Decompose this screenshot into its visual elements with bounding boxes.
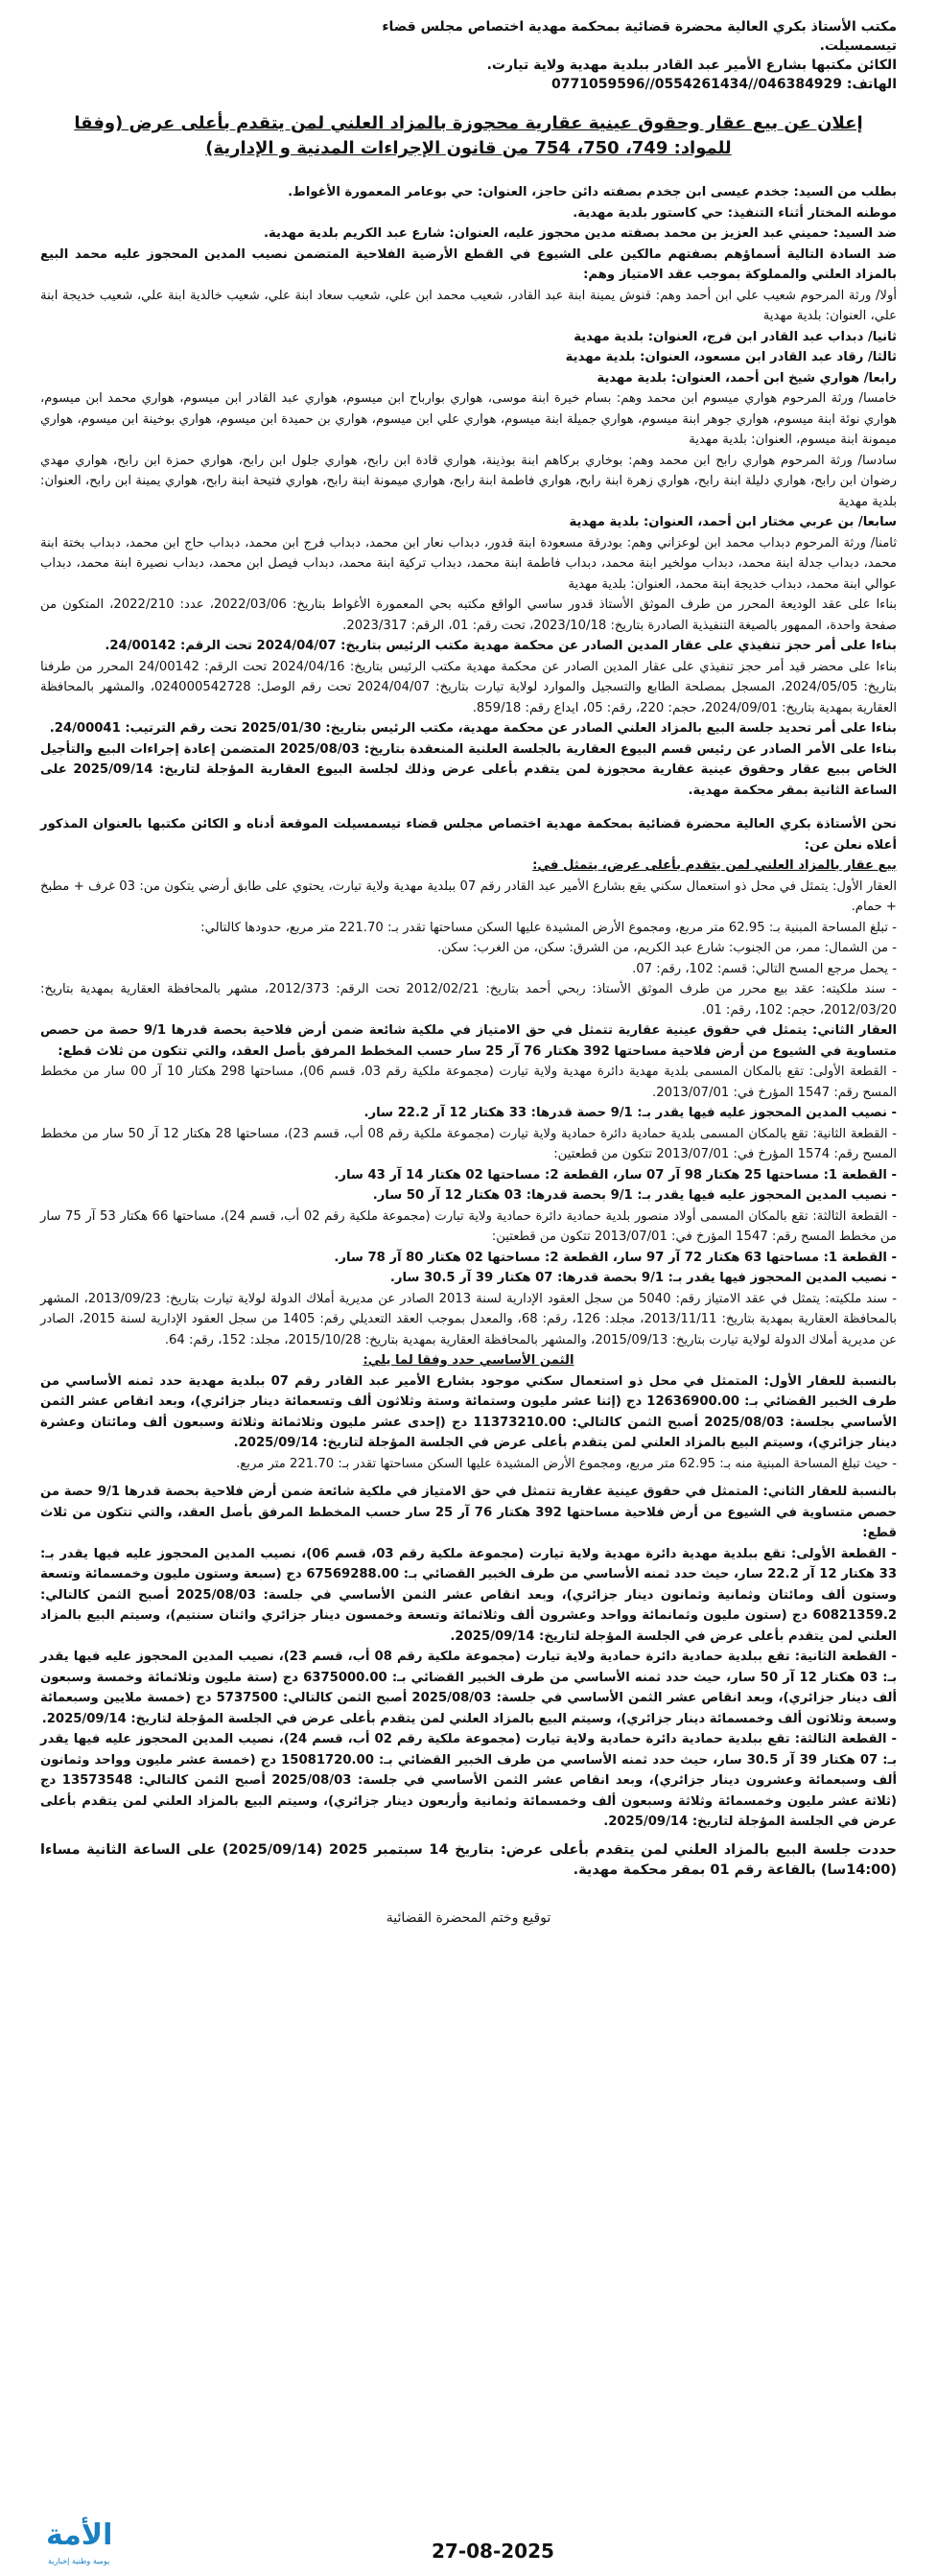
paragraph: بالنسبة للعقار الثاني: المتمثل في حقوق عينية عقارية تتمثل في حق الامتياز في ملكية شائعة ضمن أرض فلاحية بحصة قدرها 9/1 حصة من حصص متساوية في الشيوع من أرض فلاحية مساحتها 392 هكتار 76 آر 25 سار حسب المخطط المرفق بأصل العقد، والتي تتكون من ثلاث قطع: <box>40 1485 898 1540</box>
paragraph: بناءا على عقد الوديعة المحرر من طرف الموثق الأستاذ قدور ساسي الواقع مكتبه بحي المعمورة الأغواط بتاريخ: 2022/03/06، عدد: 2022/210، المتكون من صفحة واحدة، الممهور بالصيغة التنفيذية الصادرة بتاريخ: 2023/10/18، تحت رقم: 01، الرقم: 2023/317. <box>40 597 898 633</box>
paragraph: أولا/ ورثة المرحوم شعيب علي ابن أحمد وهم: قنوش يمينة ابنة عبد القادر، شعيب محمد ابن علي، شعيب سعاد ابنة علي، شعيب خالدية ابنة علي، شعيب خديجة ابنة علي، العنوان: بلدية مهدية <box>40 288 897 323</box>
paragraph: - سند ملكيته: عقد بيع محرر من طرف الموثق الأستاذ: ربحي أحمد بتاريخ: 2012/02/21 تحت الرقم: 2012/373، مشهر بالمحافظة العقارية بمهدية بتاريخ: 2012/03/20، حجم: 102، رقم: 01. <box>40 982 897 1018</box>
paragraph: خامسا/ ورثة المرحوم هواري ميسوم ابن محمد وهم: بسام خيرة ابنة موسى، هواري بوارباح ابن ميسوم، هواري عبد القادر ابن ميسوم، هواري محمد ابن ميسوم، هواري نوئة ابنة ميسوم، هواري جوهر ابنة ميسوم، هواري جميلة ابنة ميسوم، هواري علي ابن ميسوم، هواري بن حميدة ابن ميسوم، هواري بوخينة ابن ميسوم، هواري ميمونة ابنة ميسوم، العنوان: بلدية مهدية <box>40 391 897 447</box>
paragraph: - حيث تبلغ المساحة المبنية منه بـ: 62.95 متر مربع، ومجموع الأرض المشيدة عليها السكن مساحتها تقدر بـ: 221.70 متر مربع. <box>236 1456 897 1471</box>
signature-line: توقيع وختم المحضرة القضائية <box>386 1909 551 1926</box>
notice-body <box>40 182 897 1882</box>
paragraph: ضد السيد: حميني عبد العزيز بن محمد بصفته مدين محجوز عليه، العنوان: شارع عبد الكريم بلدية مهدية. <box>263 226 897 241</box>
newspaper-logo-word: الأمة <box>46 2518 113 2552</box>
paragraph: بناءا على محضر قيد أمر حجز تنفيذي على عقار المدين الصادر عن محكمة مهدية مكتب الرئيس بتاريخ: 2024/04/16 تحت الرقم: 24/00142 المحرر من طرفنا بتاريخ: 2024/05/05، المسجل بمصلحة الطابع والتسجيل والموارد لولاية تيارت بتاريخ: 2024/04/07 تحت رقم الوصل: 024000542728، والمشهر بالمحافظة العقارية بمهدية بتاريخ: 2024/09/01، حجم: 220، رقم: 05، ايداع رقم: 859/18. <box>40 659 898 715</box>
bailiff-phone-line: الهاتف: 046384929//0554261434//0771059596 <box>551 77 897 92</box>
paragraph: ثالثا/ رقاد عبد القادر ابن مسعود، العنوان: بلدية مهدية <box>565 350 897 364</box>
paragraph: بالنسبة للعقار الأول: المتمثل في محل ذو استعمال سكني موجود بشارع الأمير عبد القادر رقم 07 ببلدية مهدية حدد ثمنه الأساسي من طرف الخبير القضائي بـ: 12636900.00 دج (إثنا عشر مليون وستمائة وستة وثلاثون ألف وتسعمائة دينار جزائري)، وبعد انقاص عشر الثمن الأساسي بجلسة: 2025/08/03 أصبح الثمن كالتالي: 11373210.00 دج (إحدى عشر مليون وثلاثمائة وثلاثة وسبعون ألف ومائتان وعشرة دينار جزائري)، وسيتم البيع بالمزاد العلني لمن يتقدم بأعلى عرض في الجلسة المؤجلة لتاريخ: 2025/09/14. <box>40 1373 897 1450</box>
paragraph: - القطعة 1: مساحتها 25 هكتار 98 آر 07 سار، القطعة 2: مساحتها 02 هكتار 14 آر 43 سار. <box>334 1167 897 1183</box>
paragraph: - القطعة الثالثة: تقع بالمكان المسمى أولاد منصور بلدية حمادية دائرة حمادية ولاية تيارت (مجموعة ملكية رقم 02 أب، قسم 24)، مساحتها 66 هكتار 53 آر 75 سار من مخطط المسح رقم: 1547 المؤرخ في: 2013/07/01 تتكون من قطعتين: <box>40 1208 897 1244</box>
paragraph: - نصيب المدين المحجوز فيها يقدر بـ: 9/1 بحصة قدرها: 07 هكتار 39 آر 30.5 سار. <box>389 1271 897 1285</box>
paragraph: بناءا على الأمر الصادر عن رئيس قسم البيوع العقارية بالجلسة العلنية المنعقدة بتاريخ: 2025/08/03 المتضمن إعادة إجراءات البيع والتأجيل الخاص ببيع عقار وحقوق عينية عقارية محجوزة لمن يتقدم بأعلى عرض وذلك لجلسة البيوع العقارية المؤجلة لتاريخ: 2025/09/14 على الساعة الثانية بمقر محكمة مهدية. <box>40 741 898 798</box>
paragraph: - القطعة الثانية: تقع بالمكان المسمى بلدية حمادية دائرة حمادية ولاية تيارت (مجموعة ملكية رقم 08 أب، قسم 23)، مساحتها 28 هكتار 12 آر 50 سار من مخطط المسح رقم: 1574 المؤرخ في: 2013/07/01 تتكون من قطعتين: <box>40 1126 897 1161</box>
newspaper-logo <box>40 2517 123 2570</box>
page-footer <box>0 2509 937 2576</box>
bailiff-header <box>360 17 897 94</box>
paragraph: - القطعة 1: مساحتها 63 هكتار 72 آر 97 سار، القطعة 2: مساحتها 02 هكتار 80 آر 78 سار. <box>334 1250 897 1265</box>
paragraph: نحن الأستاذة بكري العالية محضرة قضائية بمحكمة مهدية اختصاص مجلس قضاء تيسمسيلت الموقعة أدناه و الكائن مكتبها بالعنوان المذكور أعلاه نعلن عن: <box>40 817 897 853</box>
paragraph: سادسا/ ورثة المرحوم هواري رابح ابن محمد وهم: بوخاري بركاهم ابنة بوذينة، هواري قادة ابن رابح، هواري جلول ابن رابح، هواري حمزة ابن رابح، هواري مهدي رضوان ابن رابح، هواري دليلة ابنة رابح، هواري زهرة ابنة رابح، هواري فاطمة ابنة رابح، هواري ميمونة ابنة رابح، هواري فتيحة ابنة رابح، هواري يمينة ابن رابح، العنوان: بلدية مهدية <box>40 453 897 509</box>
paragraph: - نصيب المدين المحجوز عليه فيها يقدر بـ: 9/1 بحصة قدرها: 03 هكتار 12 آر 50 سار. <box>372 1188 897 1203</box>
paragraph: بناءا على أمر حجز تنفيذي على عقار المدين الصادر عن محكمة مهدية مكتب الرئيس بتاريخ: 2024/04/07 تحت الرقم: 24/00142. <box>105 639 897 653</box>
paragraph: - تبلغ المساحة المبنية بـ: 62.95 متر مربع، ومجموع الأرض المشيدة عليها السكن مساحتها تقدر بـ: 221.70 متر مربع، حدودها كالتالي: <box>200 920 897 935</box>
notice-title: إعلان عن بيع عقار وحقوق عينية عقارية محجوزة بالمزاد العلني لمن يتقدم بأعلى عرض (وفقا للمواد: 749، 750، 754 من قانون الإجراءات المدنية و الإدارية) <box>74 113 863 158</box>
paragraph: - يحمل مرجع المسح التالي: قسم: 102، رقم: 07. <box>632 961 897 976</box>
paragraph: بيع عقار بالمزاد العلني لمن يتقدم بأعلى عرض، يتمثل في: <box>532 858 897 873</box>
newspaper-logo-subtitle: يومية وطنية إخبارية <box>48 2557 110 2565</box>
paragraph: الثمن الأساسي حدد وفقا لما يلي: <box>363 1353 574 1368</box>
paragraph: - القطعة الأولى: تقع ببلدية مهدية دائرة مهدية ولاية تيارت (مجموعة ملكية رقم 03، قسم 06)، نصيب المدين المحجوز عليه فيها يقدر بـ: 33 هكتار 12 آر 22.2 سار، حيث حدد ثمنه الأساسي من طرف الخبير القضائي بـ: 67569288.00 دج (سبعة وستون مليون وخمسمائة وتسعة وستون ألف ومائتان وثمانية وثمانون دينار جزائري)، وبعد انقاص عشر الثمن الأساسي في جلسة: 2025/08/03 أصبح الثمن كالتالي: 60821359.2 دج (ستون مليون وثمانمائة وواحد وعشرون ألف وثلاثمائة وتسعة وخمسون دينار جزائري واثنان سنتيم)، وسيتم البيع بالمزاد العلني لمن يتقدم بأعلى عرض في الجلسة المؤجلة لتاريخ: 2025/09/14. <box>40 1546 897 1644</box>
paragraph: ضد السادة التالية أسماؤهم بصفتهم مالكين على الشيوع في القطع الأرضية الفلاحية المتضمن نصيب المدين المحجوز عليه محمد البيع بالمزاد العلني والمملوكة بموجب عقد الامتياز وهم: <box>40 246 897 282</box>
paragraph: العقار الأول: يتمثل في محل ذو استعمال سكني يقع بشارع الأمير عبد القادر رقم 07 ببلدية مهدية ولاية تيارت، يحتوي على طابق أرضي يتكون من: 03 غرف + مطبخ + حمام. <box>40 878 897 914</box>
paragraph: العقار الثاني: يتمثل في حقوق عينية عقارية تتمثل في حق الامتياز في ملكية شائعة ضمن أرض فلاحية بحصة قدرها 9/1 حصة من حصص متساوية في الشيوع من أرض فلاحية مساحتها 392 هكتار 76 آر 25 سار حسب المخطط المرفق بأصل العقد، والتي تتكون من ثلاث قطع: <box>40 1023 897 1059</box>
bailiff-office-line: مكتب الأستاذ بكري العالية محضرة قضائية بمحكمة مهدية اختصاص مجلس قضاء تيسمسيلت. <box>382 19 897 54</box>
paragraph: رابعا/ هواري شيخ ابن أحمد، العنوان: بلدية مهدية <box>597 370 897 386</box>
paragraph: موطنه المختار أثناء التنفيذ: حي كاستور بلدية مهدية. <box>573 205 897 221</box>
publication-date: 27-08-2025 <box>432 2540 554 2563</box>
paragraph: ثانيا/ دبداب عبد القادر ابن فرج، العنوان: بلدية مهدية <box>574 329 897 344</box>
paragraph: - من الشمال: ممر، من الجنوب: شارع عبد الكريم، من الشرق: سكن، من الغرب: سكن. <box>437 941 897 955</box>
paragraph: بناءا على أمر تحديد جلسة البيع بالمزاد العلني الصادر عن محكمة مهدية، مكتب الرئيس بتاريخ: 2025/01/30 تحت رقم الترتيب: 24/00041. <box>49 721 897 736</box>
paragraph: - نصيب المدين المحجوز عليه فيها يقدر بـ: 9/1 حصة قدرها: 33 هكتار 12 آر 22.2 سار. <box>363 1106 897 1120</box>
paragraph: ثامنا/ ورثة المرحوم دبداب محمد ابن لوعزاني وهم: بودرقة مسعودة ابنة قدور، دبداب نعار ابن محمد، دبداب فرج ابن محمد، دبداب حاج ابن محمد، دبداب بختة ابنة محمد، دبداب جدلة ابنة محمد، دبداب مولخير ابنة محمد، دبداب فاطمة ابنة محمد، دبداب تركية ابنة محمد، دبداب فيصل ابن محمد، دبداب نصيرة ابنة محمد، دبداب عوالي ابنة محمد، دبداب خديجة ابنة محمد، العنوان: بلدية مهدية <box>40 535 897 592</box>
paragraph: - سند ملكيته: يتمثل في عقد الامتياز رقم: 5040 من سجل العقود الإدارية لسنة 2013 الصادر عن مديرية أملاك الدولة لولاية تيارت بتاريخ: 2013/09/23، المشهر بالمحافظة العقارية بمهدية بتاريخ: 2013/11/11، مجلد: 126، رقم: 68، والمعدل بموجب العقد التعديلي رقم: 1405 من سجل العقود الإدارية لسنة 2015، الصادر عن مديرية أملاك الدولة لولاية تيارت بتاريخ: 2015/09/13، والمشهر بالمحافظة العقارية بمهدية بتاريخ: 2015/10/28، مجلد: 152، رقم: 64. <box>40 1291 898 1347</box>
paragraph: سابعا/ بن عربي مختار ابن أحمد، العنوان: بلدية مهدية <box>569 515 897 529</box>
paragraph: - القطعة الثانية: تقع ببلدية حمادية دائرة حمادية ولاية تيارت (مجموعة ملكية رقم 08 أب، قسم 23)، نصيب المدين المحجوز عليه فيها يقدر بـ: 03 هكتار 12 آر 50 سار، حيث حدد ثمنه الأساسي من طرف الخبير القضائي بـ: 6375000.00 دج (ستة مليون وثلاثمائة وخمسة وسبعون ألف دينار جزائري)، وبعد انقاص عشر الثمن الأساسي في جلسة: 2025/08/03 أصبح الثمن كالتالي: 5737500 دج (خمسة ملايين وسبعمائة وسبعة وثلاثون ألف وخمسمائة دينار جزائري)، وسيتم البيع بالمزاد العلني لمن يتقدم بأعلى عرض في الجلسة المؤجلة لتاريخ: 2025/09/14. <box>40 1650 898 1726</box>
bailiff-address-line: الكائن مكتبها بشارع الأمير عبد القادر ببلدية مهدية ولاية تيارت. <box>486 58 897 73</box>
paragraph: - القطعة الأولى: تقع بالمكان المسمى بلدية مهدية دائرة مهدية ولاية تيارت (مجموعة ملكية رقم 03، قسم 06)، مساحتها 298 هكتار 10 آر 00 سار من مخطط المسح رقم: 1547 المؤرخ في: 2013/07/01. <box>40 1065 897 1100</box>
paragraph: بطلب من السيد: جخدم عيسى ابن جخدم بصفته دائن حاجز، العنوان: حي بوعامر المعمورة الأغواط. <box>288 185 897 199</box>
paragraph: حددت جلسة البيع بالمزاد العلني لمن يتقدم بأعلى عرض: بتاريخ 14 سبتمبر 2025 (2025/09/14) على الساعة الثانية مساءا (14:00سا) بالقاعة رقم 01 بمقر محكمة مهدية. <box>40 1841 898 1878</box>
paragraph: - القطعة الثالثة: تقع ببلدية حمادية دائرة حمادية ولاية تيارت (مجموعة ملكية رقم 02 أب، قسم 24)، نصيب المدين المحجوز عليه فيها يقدر بـ: 07 هكتار 39 آر 30.5 سار، حيث حدد ثمنه الأساسي من طرف الخبير القضائي بـ: 15081720.00 دج (خمسة عشر مليون وواحد وثمانون ألف وسبعمائة وعشرون دينار جزائري)، وبعد انقاص عشر الثمن الأساسي في جلسة: 2025/08/03 أصبح الثمن كالتالي: 13573548 دج (ثلاثة عشر مليون وخمسمائة وثلاثة وسبعون ألف وخمسمائة وثمانية وأربعون دينار جزائري)، وسيتم البيع بالمزاد العلني لمن يتقدم بأعلى عرض في الجلسة المؤجلة لتاريخ: 2025/09/14. <box>40 1732 898 1829</box>
